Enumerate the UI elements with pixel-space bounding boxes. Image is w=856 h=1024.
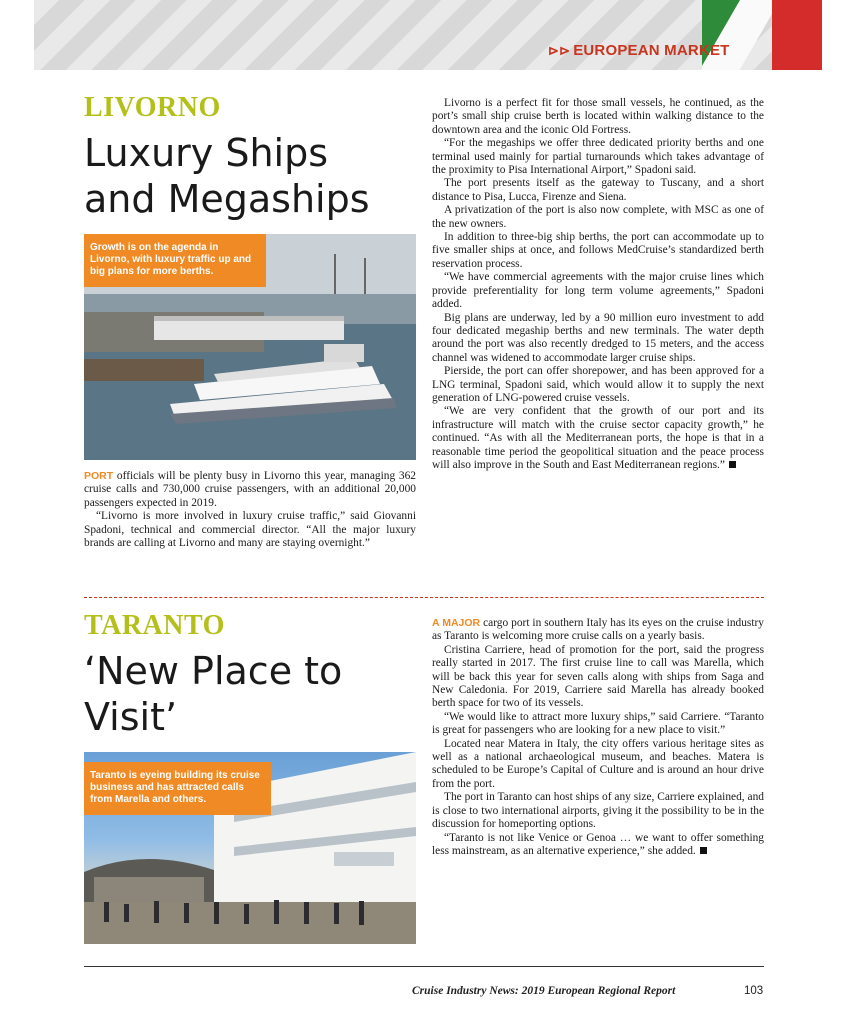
livorno-paragraph: Pierside, the port can offer shorepower, and has been approved for a LNG terminal, Spadoni said, which would allow it to supply the next generation of LNG-powered cruise vessels.: [432, 365, 764, 404]
livorno-left-paragraph: PORT officials will be plenty busy in Livorno this year, managing 362 cruise calls and 730,000 cruise passengers, with an additional 20,000 passengers expected in 2019.: [84, 470, 416, 509]
taranto-kicker: TARANTO: [84, 610, 225, 641]
livorno-photo-caption: Growth is on the agenda in Livorno, with luxury traffic up and big plans for more berths.: [84, 234, 266, 287]
taranto-paragraph: Cristina Carriere, head of promotion for the port, said the progress really started in 2017. The first cruise line to call was Marella, which will be back this year for seven calls along with ships from Saga and New Caledonia. For 2019, Carriere said Marella has already booked berth space for two of its vessels.: [432, 643, 764, 710]
livorno-paragraph: “We are very confident that the growth of our port and its infrastructure will match with the cruise sector capacity growth,” he continued. “As with all the Mediterranean ports, the hope is that in a reasonable time period the geopolitical situation and the peace process will also improve in the South and East Mediterranean regions.”: [432, 405, 764, 471]
taranto-headline-line1: ‘New Place to: [84, 649, 343, 693]
section-divider: [84, 597, 764, 598]
taranto-ship-photo: [84, 752, 416, 944]
livorno-port-photo: [84, 234, 416, 460]
livorno-headline-line2: and Megaships: [84, 177, 370, 221]
livorno-paragraph: Big plans are underway, led by a 90 million euro investment to add four dedicated megaship berths and new terminals. The water depth around the port was also recently dredged to 15 meters, and the access channel was widened to accommodate larger cruise ships.: [432, 311, 764, 364]
livorno-headline-line1: Luxury Ships: [84, 131, 329, 175]
taranto-paragraph: The port in Taranto can host ships of any size, Carriere explained, and is close to two international airports, giving it the possibility to be in the discussion for homeporting options.: [432, 791, 764, 831]
taranto-paragraph: Located near Matera in Italy, the city offers various heritage sites as well as a national archaeological museum, and beaches. Matera is scheduled to be Europe’s Capital of Culture and is around an hour drive from the port.: [432, 737, 764, 790]
double-chevron-right-icon: ⊳⊳: [548, 43, 571, 58]
end-mark-icon: [700, 847, 707, 854]
livorno-headline: [84, 130, 370, 222]
livorno-paragraph: The port presents itself as the gateway to Tuscany, and a short distance to Pisa, Lucca, Firenze and Siena.: [432, 177, 764, 203]
section-tag: [548, 42, 730, 59]
taranto-photo-caption: Taranto is eyeing building its cruise business and has attracted calls from Marella and others.: [84, 762, 271, 815]
livorno-paragraph: In addition to three-big ship berths, the port can accommodate up to five smaller ships at once, and follows MedCruise’s standardized berth reservation process.: [432, 231, 764, 270]
taranto-paragraph: A MAJOR cargo port in southern Italy has its eyes on the cruise industry as Taranto is welcoming more cruise calls on a yearly basis.: [432, 617, 764, 643]
livorno-paragraph: Livorno is a perfect fit for those small vessels, he continued, as the port’s small ship cruise berth is located within walking distance to the downtown area and the iconic Old Fortress.: [432, 97, 764, 136]
section-tag-label: EUROPEAN MARKET: [573, 42, 730, 59]
taranto-paragraph: “We would like to attract more luxury ships,” said Carriere. “Taranto is great for passengers who are looking for a new place to visit.”: [432, 710, 764, 737]
italian-flag-graphic: [702, 0, 822, 70]
taranto-headline: [84, 648, 342, 740]
livorno-left-column: [84, 470, 416, 550]
end-mark-icon: [729, 461, 736, 468]
taranto-lead-word: A MAJOR: [432, 617, 481, 629]
livorno-lead-word: PORT: [84, 470, 114, 482]
taranto-headline-line2: Visit’: [84, 695, 178, 739]
taranto-column: [432, 617, 764, 858]
livorno-paragraph: A privatization of the port is also now complete, with MSC as one of the new owners.: [432, 204, 764, 230]
livorno-paragraph: “For the megaships we offer three dedicated priority berths and one terminal used mainly for partial turnarounds which takes advantage of the proximity to Pisa International Airport,” Spadoni said.: [432, 137, 764, 177]
footer-rule: [84, 966, 764, 967]
livorno-kicker: LIVORNO: [84, 92, 221, 123]
livorno-left-paragraph: “Livorno is more involved in luxury cruise traffic,” said Giovanni Spadoni, technical and commercial director. “All the major luxury brands are calling at Livorno and many are staying overnight.”: [84, 510, 416, 550]
livorno-paragraph: “We have commercial agreements with the major cruise lines which provide preferentiality for long term volume agreements,” Spadoni added.: [432, 271, 764, 311]
page-number: 103: [744, 985, 764, 997]
livorno-right-column: [432, 97, 764, 472]
footer-publication: Cruise Industry News: 2019 European Regional Report: [412, 985, 676, 997]
taranto-paragraph: “Taranto is not like Venice or Genoa … we want to offer something less mainstream, as an alternative experience,” she added.: [432, 831, 764, 857]
